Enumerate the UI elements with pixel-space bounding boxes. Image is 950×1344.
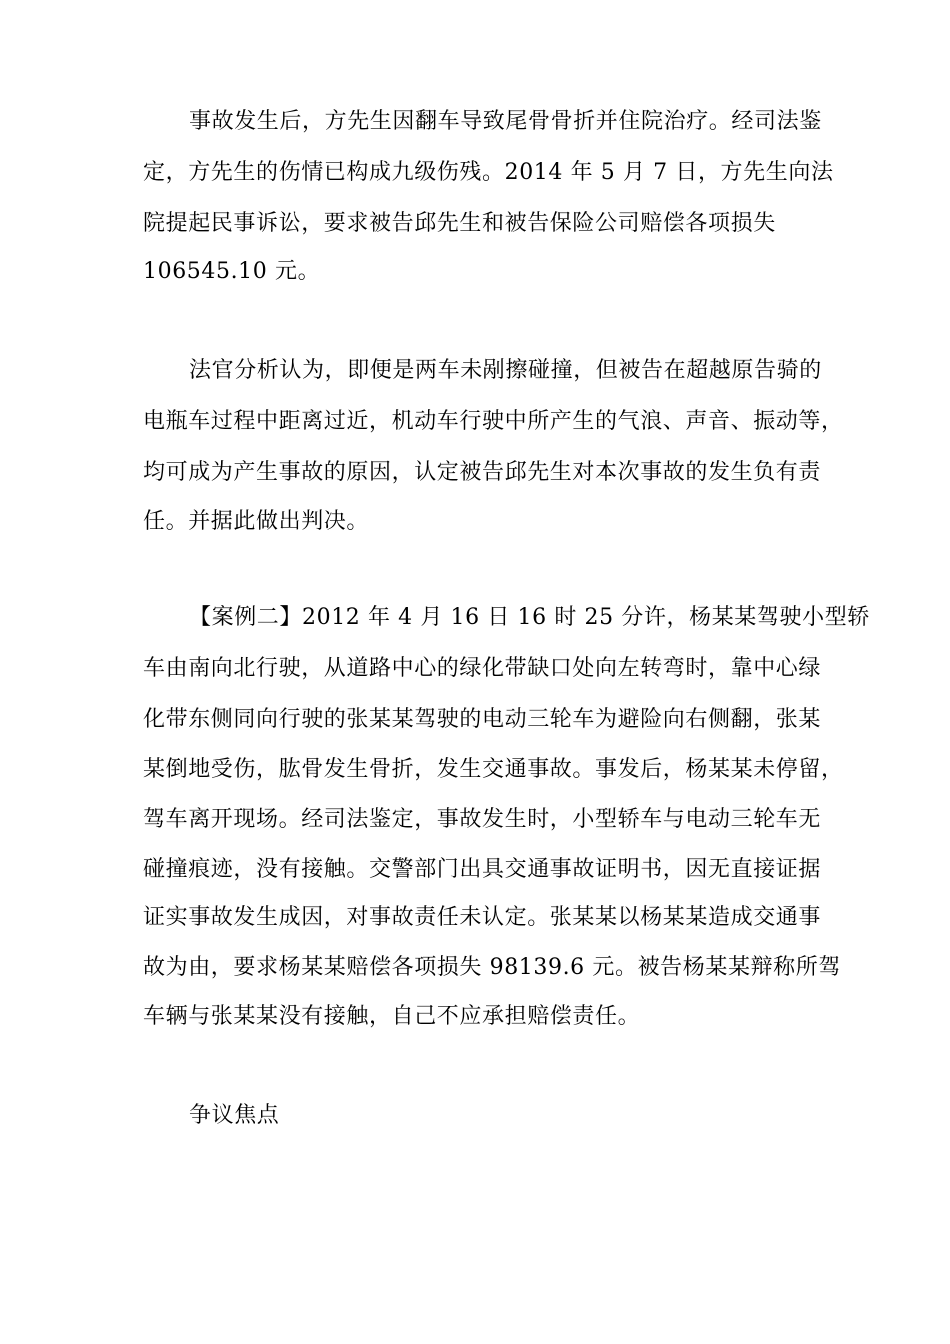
paragraph-3-line-2: 车由南向北行驶，从道路中心的绿化带缺口处向左转弯时，靠中心绿	[143, 656, 822, 681]
paragraph-3-line-7: 证实事故发生成因，对事故责任未认定。张某某以杨某某造成交通事	[143, 905, 822, 930]
paragraph-1-line-4: 106545.10 元。	[143, 259, 321, 284]
paragraph-3-line-9: 车辆与张某某没有接触，自己不应承担赔偿责任。	[143, 1004, 641, 1029]
paragraph-2-line-4: 任。并据此做出判决。	[143, 509, 370, 534]
paragraph-3-line-6: 碰撞痕迹，没有接触。交警部门出具交通事故证明书，因无直接证据	[143, 857, 822, 882]
paragraph-2-line-2: 电瓶车过程中距离过近，机动车行驶中所产生的气浪、声音、振动等，	[143, 409, 844, 434]
paragraph-4-line-1: 争议焦点	[189, 1103, 280, 1128]
paragraph-3-line-1: 【案例二】2012 年 4 月 16 日 16 时 25 分许，杨某某驾驶小型轿	[189, 605, 870, 630]
paragraph-1-line-2: 定，方先生的伤情已构成九级伤残。2014 年 5 月 7 日，方先生向法	[143, 160, 834, 185]
paragraph-1-line-1: 事故发生后，方先生因翻车导致尾骨骨折并住院治疗。经司法鉴	[189, 109, 822, 134]
paragraph-3-line-8: 故为由，要求杨某某赔偿各项损失 98139.6 元。被告杨某某辩称所驾	[143, 955, 841, 980]
paragraph-1-line-3: 院提起民事诉讼，要求被告邱先生和被告保险公司赔偿各项损失	[143, 211, 776, 236]
paragraph-3-line-3: 化带东侧同向行驶的张某某驾驶的电动三轮车为避险向右侧翻，张某	[143, 707, 822, 732]
paragraph-2-line-1: 法官分析认为，即便是两车未剐擦碰撞，但被告在超越原告骑的	[189, 358, 822, 383]
paragraph-3-line-5: 驾车离开现场。经司法鉴定，事故发生时，小型轿车与电动三轮车无	[143, 807, 822, 832]
paragraph-3-line-4: 某倒地受伤，肱骨发生骨折，发生交通事故。事发后，杨某某未停留，	[143, 757, 844, 782]
paragraph-2-line-3: 均可成为产生事故的原因，认定被告邱先生对本次事故的发生负有责	[143, 460, 822, 485]
